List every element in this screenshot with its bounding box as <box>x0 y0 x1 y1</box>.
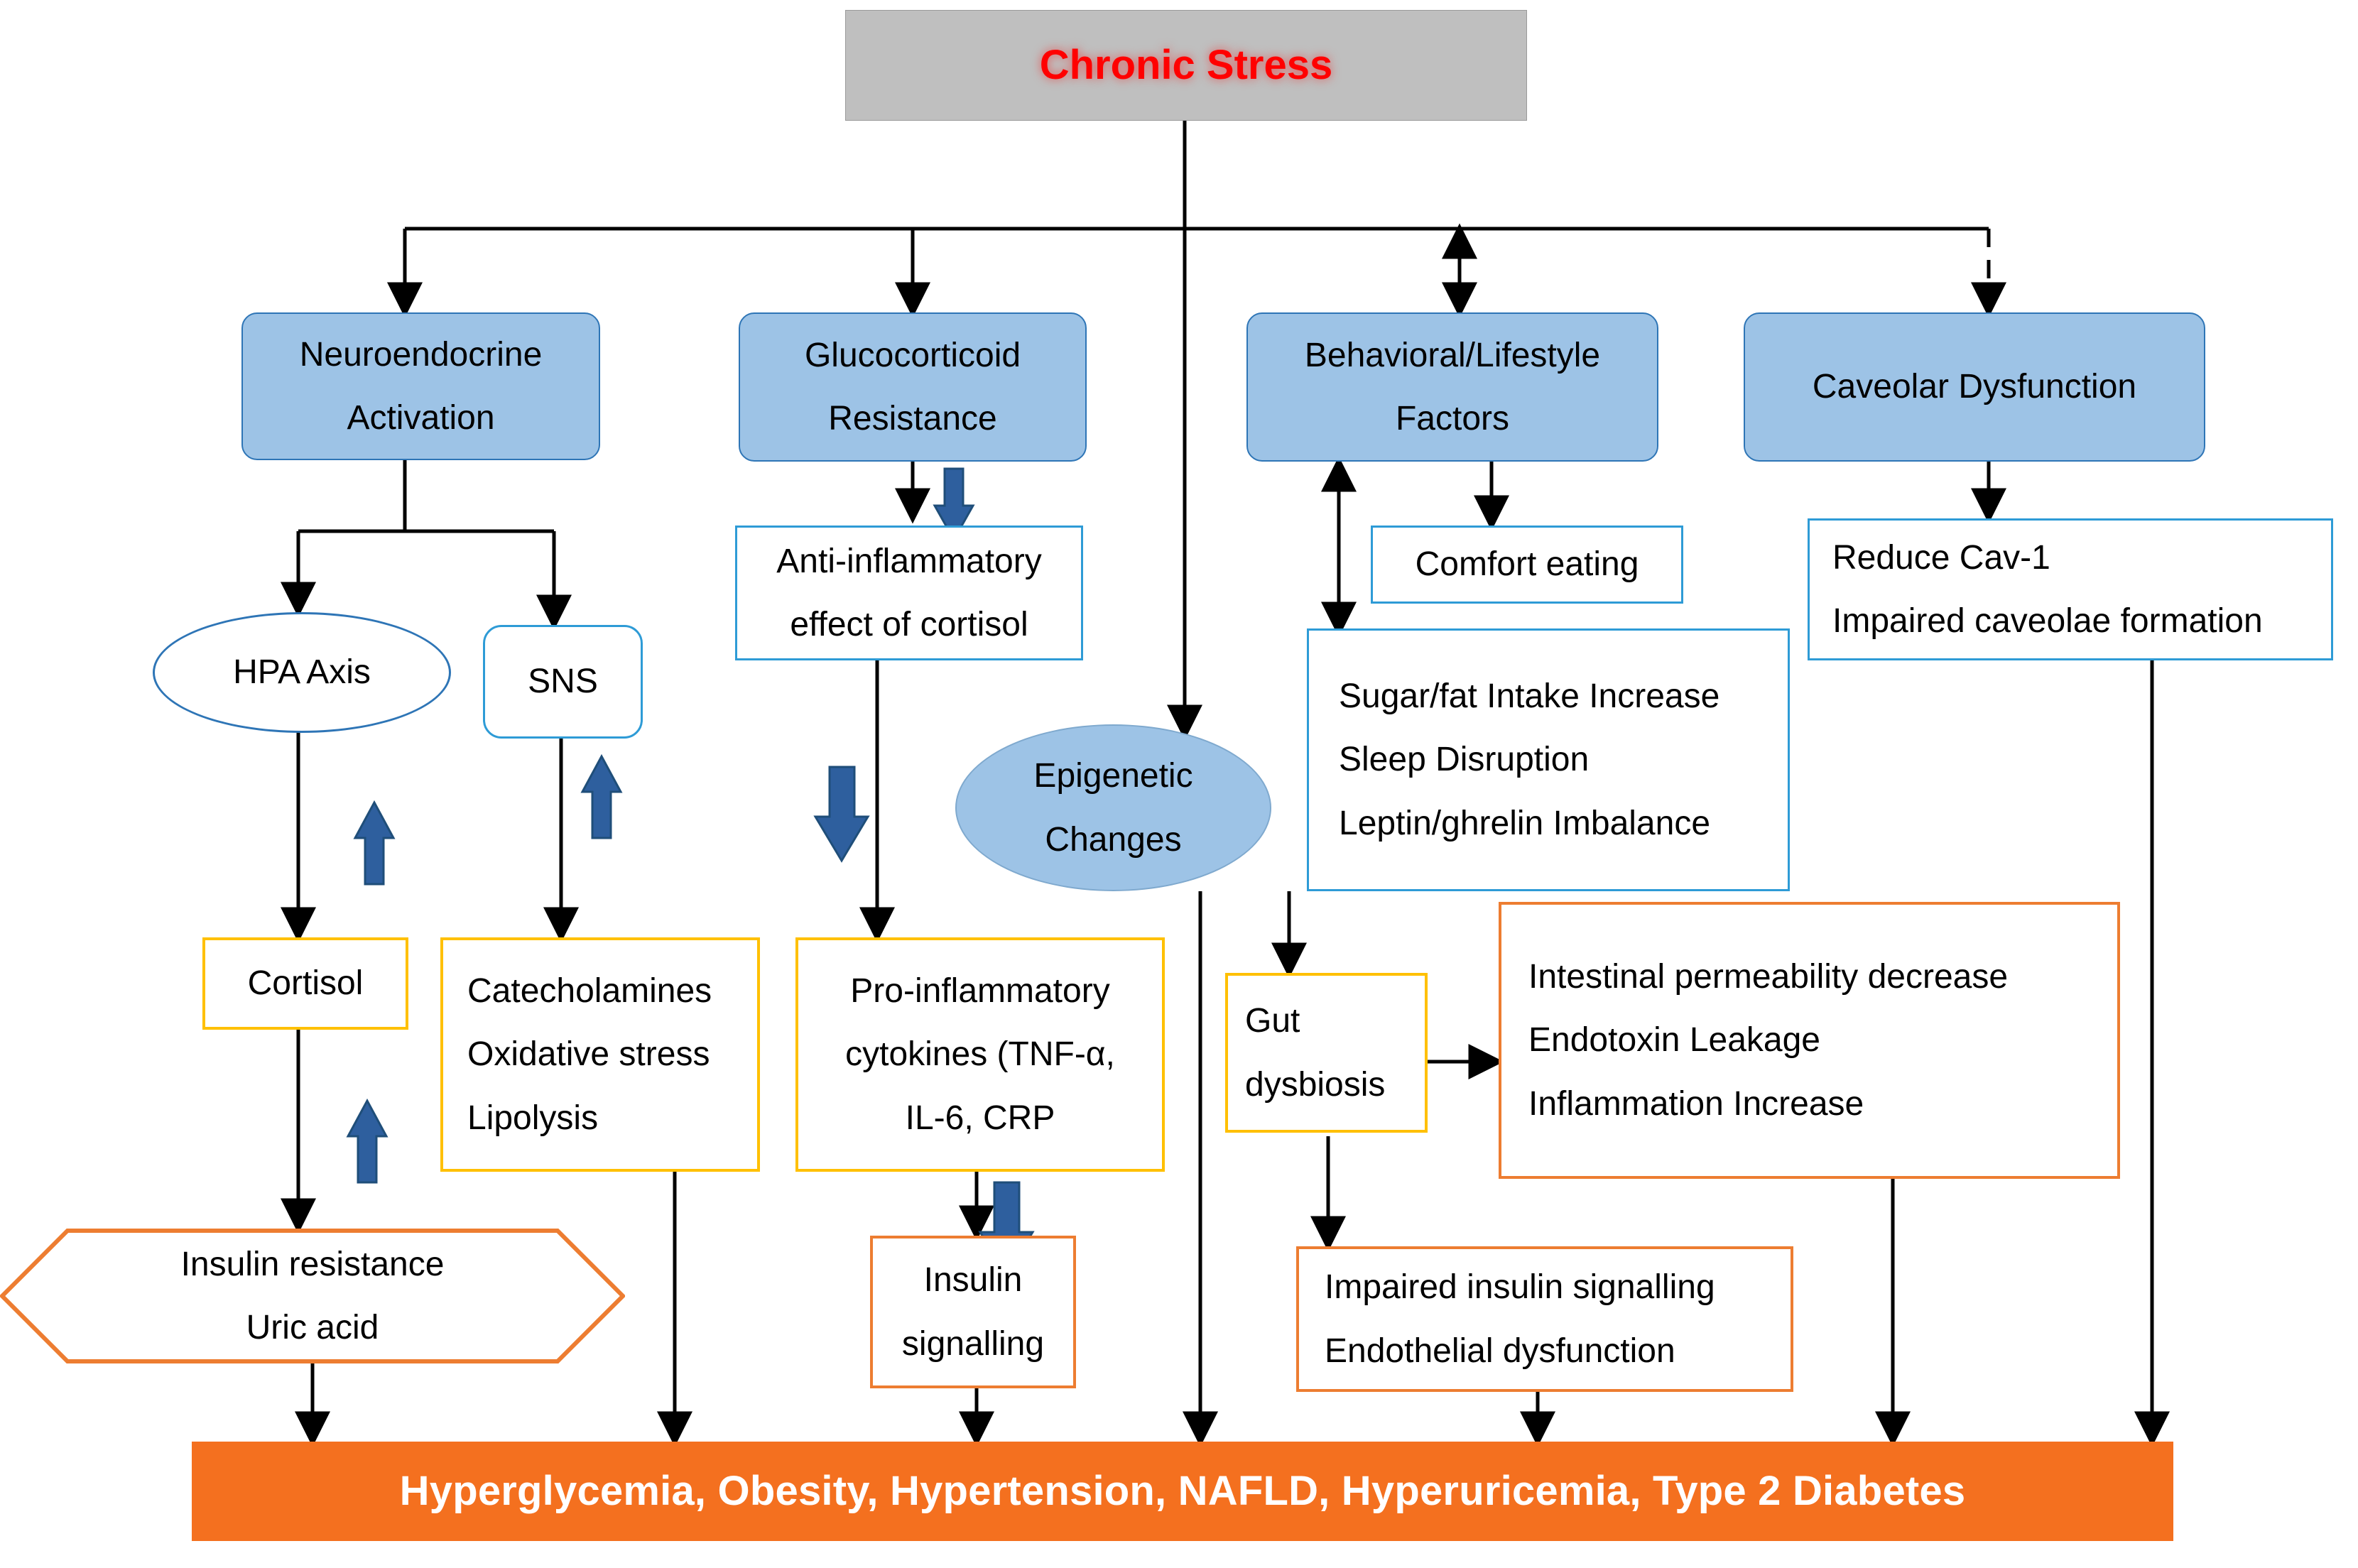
node-label-line: IL-6, CRP <box>905 1099 1055 1137</box>
node-label-line: Endotoxin Leakage <box>1528 1021 1820 1060</box>
node-outcomes-banner[interactable] <box>192 1442 2173 1541</box>
node-epigenetic-changes[interactable] <box>955 724 1271 891</box>
node-insulin-resistance-hexagon[interactable] <box>0 1229 625 1363</box>
node-insulin-signalling[interactable] <box>870 1236 1076 1388</box>
node-label-line: Glucocorticoid <box>804 336 1021 374</box>
node-comfort-eating[interactable] <box>1371 526 1683 604</box>
node-impaired-insulin-signalling[interactable] <box>1296 1246 1793 1392</box>
node-label-line: Caveolar Dysfunction <box>1812 368 2137 406</box>
node-catecholamines[interactable] <box>440 937 760 1172</box>
node-neuroendocrine-activation[interactable] <box>241 312 600 460</box>
node-label-line: Lipolysis <box>467 1099 599 1137</box>
node-label-line: Anti-inflammatory <box>776 542 1042 580</box>
node-label-line: Endothelial dysfunction <box>1325 1332 1675 1370</box>
node-label: Cortisol <box>247 964 364 1003</box>
node-label-line: Intestinal permeability decrease <box>1528 957 2009 996</box>
node-label: SNS <box>528 663 598 701</box>
node-hpa-axis[interactable] <box>153 612 451 733</box>
node-label-line: Reduce Cav-1 <box>1832 538 2050 577</box>
node-label-line: Neuroendocrine <box>299 335 543 374</box>
node-anti-inflammatory-effect[interactable] <box>735 526 1083 660</box>
node-caveolin-effects[interactable] <box>1808 518 2333 660</box>
node-label-line: Impaired insulin signalling <box>1325 1268 1715 1307</box>
node-label-line: Catecholamines <box>467 971 712 1010</box>
node-label-line: Changes <box>1045 820 1182 859</box>
node-label-line: Insulin <box>923 1261 1023 1300</box>
node-label-line: Uric acid <box>246 1309 379 1346</box>
node-cortisol[interactable] <box>202 937 408 1030</box>
node-label: HPA Axis <box>233 653 371 692</box>
node-glucocorticoid-resistance[interactable] <box>739 312 1087 462</box>
node-label-line: Behavioral/Lifestyle <box>1304 336 1601 374</box>
node-label-line: Inflammation Increase <box>1528 1084 1864 1123</box>
node-label-line: effect of cortisol <box>790 606 1028 643</box>
node-label-line: Resistance <box>828 400 997 437</box>
node-insulin-resistance-label <box>0 1229 625 1363</box>
node-label-line: dysbiosis <box>1245 1065 1386 1104</box>
node-label-line: Factors <box>1395 400 1510 437</box>
node-lifestyle-effects[interactable] <box>1307 628 1790 891</box>
node-caveolar-dysfunction[interactable] <box>1744 312 2205 462</box>
node-label-line: Insulin resistance <box>180 1245 445 1283</box>
node-label-line: signalling <box>901 1324 1045 1363</box>
node-label-line: Sugar/fat Intake Increase <box>1339 677 1720 715</box>
node-label-line: Impaired caveolae formation <box>1832 602 2263 640</box>
node-chronic-stress[interactable] <box>845 10 1527 121</box>
node-label-line: Oxidative stress <box>467 1035 710 1074</box>
node-sns[interactable] <box>483 625 643 739</box>
node-pro-inflammatory-cytokines[interactable] <box>795 937 1165 1172</box>
node-behavioral-lifestyle-factors[interactable] <box>1246 312 1658 462</box>
node-label-line: Pro-inflammatory <box>850 971 1110 1010</box>
node-label-line: Sleep Disruption <box>1339 741 1590 779</box>
node-label-line: Gut <box>1245 1002 1300 1040</box>
node-label-line: Epigenetic <box>1033 757 1193 795</box>
node-label: Chronic Stress <box>1039 41 1333 88</box>
node-gut-dysbiosis[interactable] <box>1225 973 1428 1133</box>
node-label: Comfort eating <box>1415 545 1639 584</box>
node-intestinal-effects[interactable] <box>1499 902 2120 1179</box>
node-label-line: Leptin/ghrelin Imbalance <box>1339 804 1711 842</box>
node-label: Hyperglycemia, Obesity, Hypertension, NAFLD, Hyperuricemia, Type 2 Diabetes <box>399 1467 1966 1514</box>
node-label-line: cytokines (TNF-α, <box>845 1035 1115 1074</box>
node-label-line: Activation <box>347 399 495 437</box>
